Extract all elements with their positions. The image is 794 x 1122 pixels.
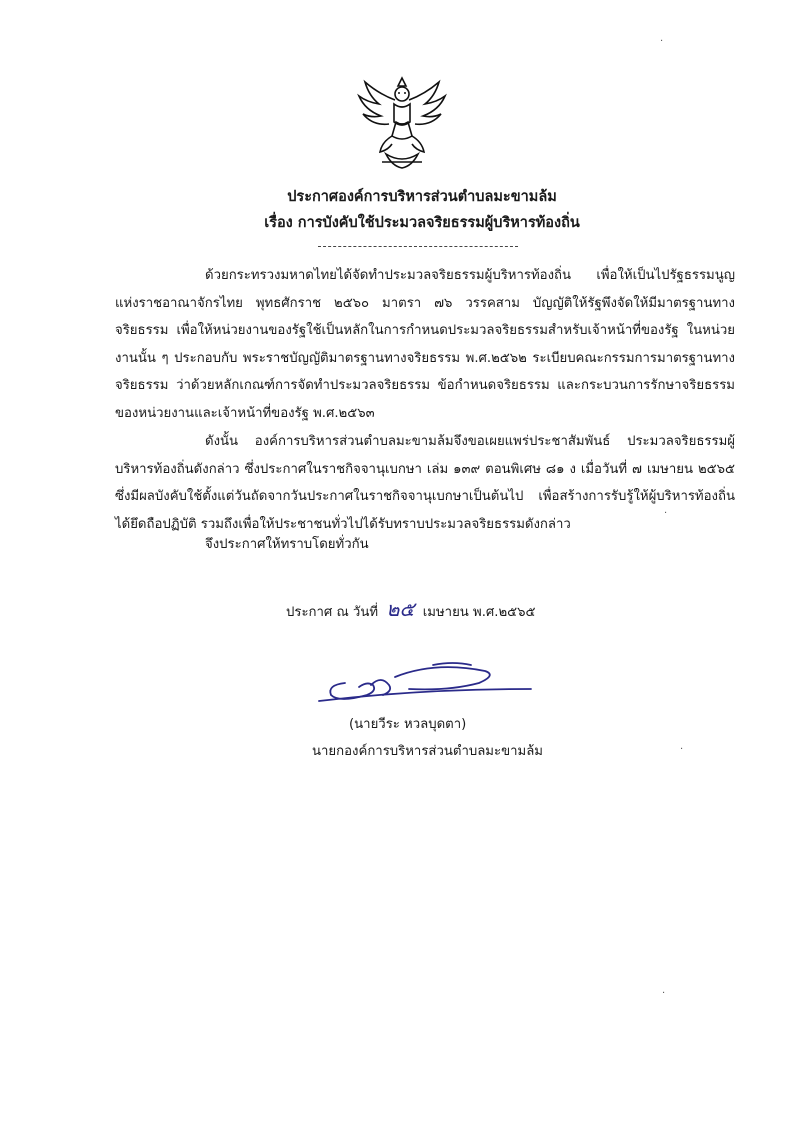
signer-name: (นายวีระ หวลบุดตา) [349,717,467,732]
divider [318,246,518,247]
date-suffix: เมษายน พ.ศ.๒๕๖๕ [422,605,536,620]
scan-mark: · [660,36,664,47]
announcement-subject: เรื่อง การบังคับใช้ประมวลจริยธรรมผู้บริหารท้องถิ่น [264,215,580,231]
scan-mark: · [680,744,684,755]
scan-mark: · [664,508,668,519]
garuda-emblem-icon [352,70,452,174]
date-prefix: ประกาศ ณ วันที่ [286,605,379,620]
body-paragraph-1: ด้วยกระทรวงมหาดไทยได้จัดทำประมวลจริยธรรมผู้บริหารท้องถิ่น เพื่อให้เป็นไปรัฐธรรมนูญแห่งราชอาณาจักรไทย พุทธศักราช ๒๕๖๐ มาตรา ๗๖ วรรคสาม บัญญัติให้รัฐพึงจัดให้มีมาตรฐานทางจริยธรรม เพื่อให้หน่วยงานของรัฐใช้เป็นหลักในการกำหนดประมวลจริยธรรมสำหรับเจ้าหน้าที่ของรัฐ ในหน่วยงานนั้น ๆ ประกอบกับ พระราชบัญญัติมาตรฐานทางจริยธรรม พ.ศ.๒๕๖๒ ระเบียบคณะกรรมการมาตรฐานทางจริยธรรม ว่าด้วยหลักเกณฑ์การจัดทำประมวลจริยธรรม ข้อกำหนดจริยธรรม และกระบวนการรักษาจริยธรรมของหน่วยงานและเจ้าหน้าที่ของรัฐ พ.ศ.๒๕๖๓ [115,268,735,421]
handwritten-signature [315,655,535,715]
body-paragraph-3: จึงประกาศให้ทราบโดยทั่วกัน [205,537,369,552]
announcement-date [286,593,535,625]
date-day: ๒๕ [386,597,415,621]
signer-position: นายกองค์การบริหารส่วนตำบลมะขามล้ม [312,744,543,759]
announcement-title: ประกาศองค์การบริหารส่วนตำบลมะขามล้ม [287,189,557,205]
body-paragraph-2: ดังนั้น องค์การบริหารส่วนตำบลมะขามล้มจึงขอเผยแพร่ประชาสัมพันธ์ ประมวลจริยธรรมผู้บริหารท้องถิ่นดังกล่าว ซึ่งประกาศในราชกิจจานุเบกษา เล่ม ๑๓๙ ตอนพิเศษ ๘๑ ง เมื่อวันที่ ๗ เมษายน ๒๕๖๕ ซึ่งมีผลบังคับใช้ตั้งแต่วันถัดจากวันประกาศในราชกิจจานุเบกษาเป็นต้นไป เพื่อสร้างการรับรู้ให้ผู้บริหารท้องถิ่นได้ยึดถือปฏิบัติ รวมถึงเพื่อให้ประชาชนทั่วไปได้รับทราบประมวลจริยธรรมดังกล่าว [115,434,735,532]
scan-mark: · [662,988,666,999]
